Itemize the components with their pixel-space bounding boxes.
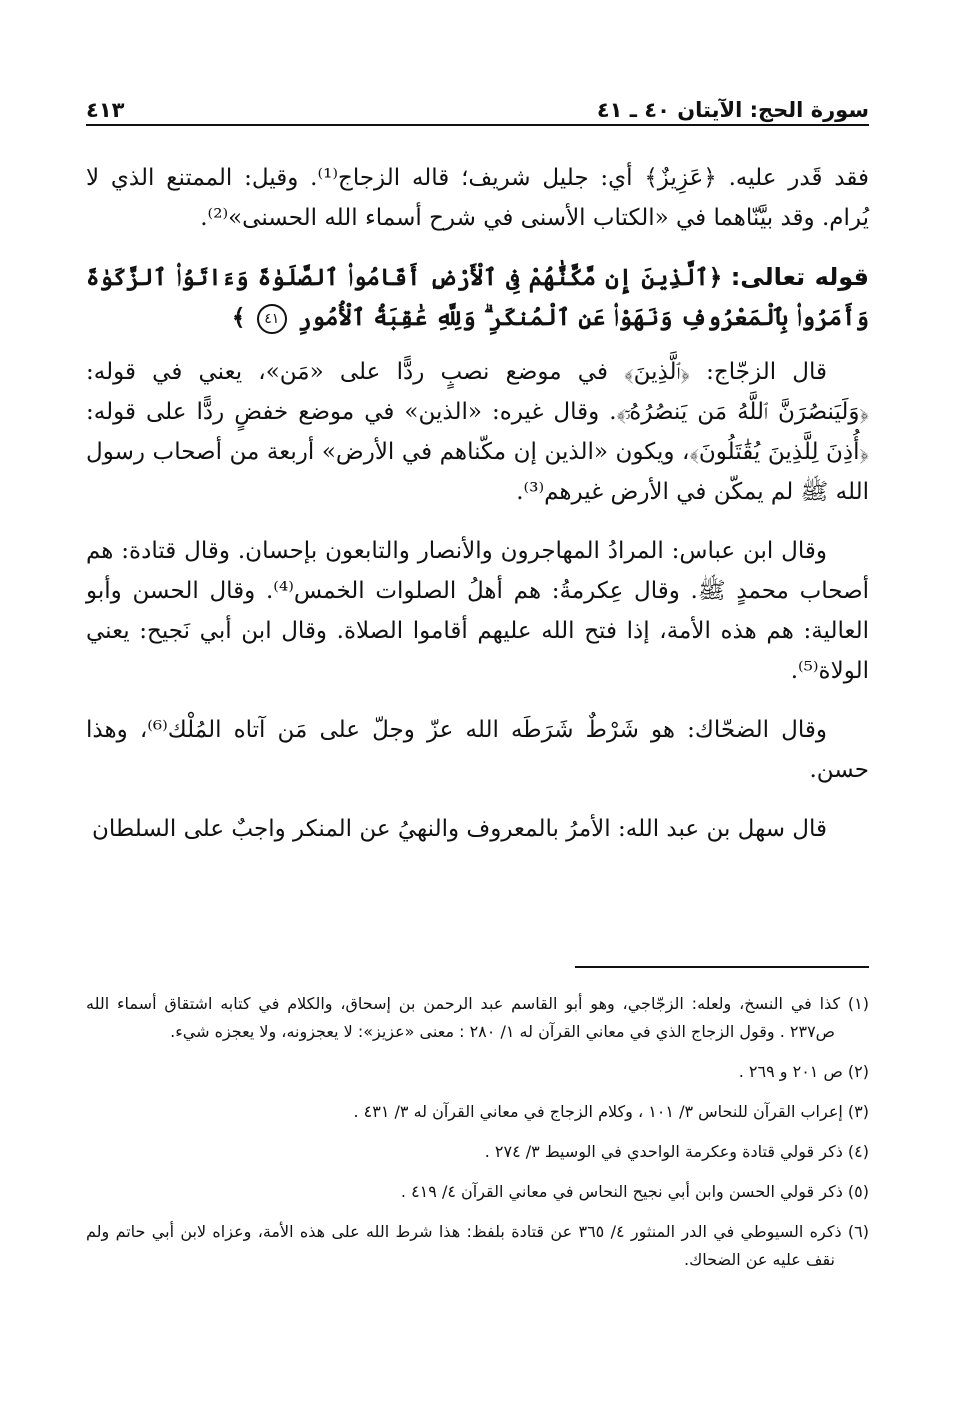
page-header xyxy=(86,82,869,122)
main-text xyxy=(86,158,869,868)
verse-text: ﴿ٱلَّذِينَ إِن مَّكَّنَّٰهُمْ فِى ٱلْأَرْضِ أَقَامُوا۟ ٱلصَّلَوٰةَ وَءَاتَوُا۟ ٱلزَّكَوٰةَ وَأَمَرُوا۟ بِٱلْمَعْرُوفِ وَنَهَوْا۟ عَنِ ٱلْمُنكَرِ ۗ وَلِلَّهِ عَٰقِبَةُ ٱلْأُمُورِ xyxy=(86,264,869,331)
footnote-rule xyxy=(575,966,869,968)
paragraph-1: فقد قَدر عليه. ﴿عَزِيزٌ﴾ أي: جليل شريف؛ قاله الزجاج⁽¹⁾. وقيل: الممتنع الذي لا يُرام. وقد بيَّنّاهما في «الكتاب الأسنى في شرح أسماء الله الحسنى»⁽²⁾. xyxy=(86,165,869,231)
page-number: ٤١٣ xyxy=(86,98,125,122)
running-title: سورة الحج: الآيتان ٤٠ ـ ٤١ xyxy=(596,98,869,122)
paragraph-3: وقال ابن عباس: المرادُ المهاجرون والأنصار والتابعون بإحسان. وقال قتادة: هم أصحاب محمدٍ ﷺ. وقال عِكرمةُ: هم أهلُ الصلوات الخمس⁽⁴⁾. وقال الحسن وأبو العالية: هم هذه الأمة، إذا فتح الله عليهم أقاموا الصلاة. وقال ابن أبي نَجيح: يعني الولاة⁽⁵⁾. xyxy=(86,538,869,684)
paragraph-5: قال سهل بن عبد الله: الأمرُ بالمعروف والنهيُ عن المنكر واجبٌ على السلطان xyxy=(91,816,827,842)
footnotes xyxy=(86,990,869,1286)
paragraph-2: قال الزجّاج: ﴿ٱلَّذِينَ﴾ في موضع نصبٍ ردًّا على «مَن»، يعني في قوله: ﴿وَلَيَنصُرَنَّ ٱللَّهُ مَن يَنصُرُهُۥٓ﴾. وقال غيره: «الذين» في موضع خفضٍ ردًّا على قوله: ﴿أُذِنَ لِلَّذِينَ يُقَٰتَلُونَ﴾، ويكون «الذين إن مكّناهم في الأرض» أربعة من أصحاب رسول الله ﷺ لم يمكّن في الأرض غيرهم⁽³⁾. xyxy=(86,359,869,505)
footnote-6: (٦) ذكره السيوطي في الدر المنثور ٤/ ٣٦٥ عن قتادة بلفظ: هذا شرط الله على هذه الأمة، وعزاه لابن أبي حاتم ولم نقف عليه عن الضحاك. xyxy=(86,1222,870,1269)
footnote-1: (١) كذا في النسخ، ولعله: الزجّاجي، وهو أبو القاسم عبد الرحمن بن إسحاق، والكلام في كتابه اشتقاق أسماء الله ص٢٣٧ . وقول الزجاج الذي في معاني القرآن له ١/ ٢٨٠ : معنى «عزيز»: لا يعجزونه، ولا يعجزه شيء. xyxy=(86,994,869,1041)
verse-close-bracket: ﴾ xyxy=(231,304,246,331)
ayah-number-marker: ٤١ xyxy=(257,304,287,334)
paragraph-4: وقال الضحّاك: هو شَرْطٌ شَرَطَه الله عزّ وجلّ على مَن آتاه المُلْك⁽⁶⁾، وهذا حسن. xyxy=(86,717,869,783)
verse-block xyxy=(86,257,869,338)
footnote-2: (٢) ص ٢٠١ و ٢٦٩ . xyxy=(738,1062,869,1081)
header-rule xyxy=(86,124,869,126)
footnote-4: (٤) ذكر قولي قتادة وعكرمة الواحدي في الوسيط ٣/ ٢٧٤ . xyxy=(484,1142,869,1161)
verse-lead: قوله تعالى: xyxy=(730,263,869,291)
footnote-5: (٥) ذكر قولي الحسن وابن أبي نجيح النحاس في معاني القرآن ٤/ ٤١٩ . xyxy=(400,1182,869,1201)
footnote-3: (٣) إعراب القرآن للنحاس ٣/ ١٠١ ، وكلام الزجاج في معاني القرآن له ٣/ ٤٣١ . xyxy=(353,1102,869,1121)
